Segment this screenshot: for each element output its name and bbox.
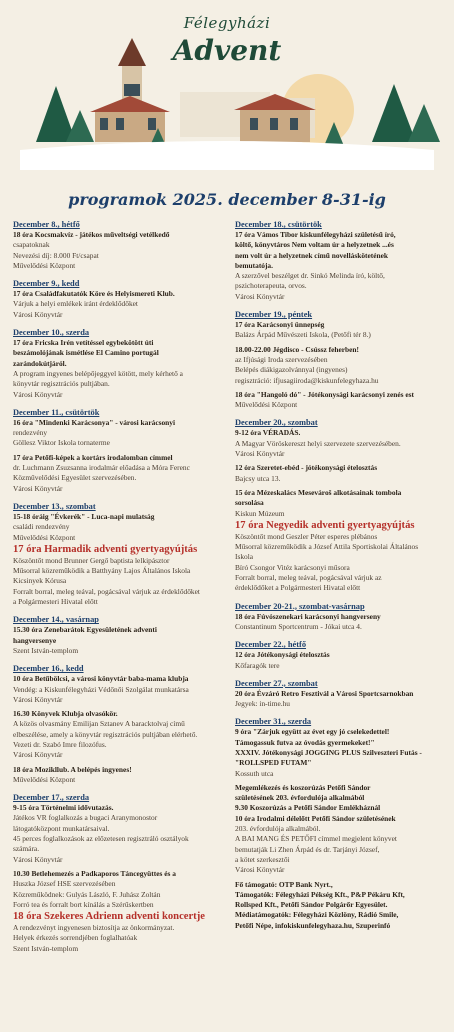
event-detail-line: bemutatják Li Zhen Árpád és dr. Tarjányi József, [235,844,380,854]
event-detail-line: Művelődési Központ [235,400,298,410]
event-detail-line: Várjuk a helyi emlékek iránt érdeklődőket [13,299,138,309]
event-title-line: 18.00-22.00 Jégdisco - Csússz feherben! [235,344,359,354]
event-title-line: 9 óra "Zárjuk együtt az évet egy jó cselekedettel! [235,727,390,737]
event-title-line: 12 óra Jótékonysági ételosztás [235,650,330,660]
event-detail-line: Városi Könyvtár [13,309,63,319]
event-title-line: 12 óra Szeretet-ebéd - jótékonysági ételosztás [235,463,378,473]
event-detail-line: Nevezési díj: 8.000 Ft/csapat [13,250,99,260]
event-detail-line: Kiskun Múzeum [235,508,285,518]
highlight-event-line: 17 óra Harmadik adventi gyertyagyújtás [13,543,198,555]
event-title-line: 18 óra Kocsmakvíz - játékos műveltségi vetélkedő [13,230,170,239]
event-detail-line: számára. [13,844,40,854]
event-date-heading: December 20., szombat [235,418,318,428]
title-small: Félegyházi [183,14,271,32]
event-title-line: Fő támogató: OTP Bank Nyrt., [235,879,333,889]
event-date-heading: December 22., hétfő [235,640,307,650]
event-block [235,309,447,410]
event-date-heading: December 11., csütörtök [13,407,100,417]
event-date-heading: December 27., szombat [235,678,318,688]
event-detail-line: Közreműködnek: Gulyás László, F. Juhász Zoltán [13,889,161,899]
event-title-line: sorsolása [235,498,264,508]
event-date-heading: December 17., szerda [13,793,90,803]
event-detail-line: Műsorral közreműködik a Batthyány Lajos Általános Iskola [13,566,191,576]
event-title-line: nem volt úr a helyzetnek című novelláskötetének [235,250,389,260]
event-date-heading: December 18., csütörtök [235,220,322,229]
page-subtitle: programok 2025. december 8-31-ig [68,190,386,209]
header-illustration [0,0,454,180]
event-detail-line: Városi Könyvtár [13,694,63,704]
event-block [13,501,225,607]
event-date-heading: December 14., vasárnap [13,615,99,625]
event-block [235,716,447,931]
event-detail-line: Helyek érkezés sorrendjében foglalhatóak [13,933,138,943]
event-title-line: költő, könyvtáros Nem voltam úr a helyzetnek ...és [235,240,394,250]
event-detail-line: Kőfaragók tere [235,660,280,670]
event-title-line: 18 óra Mozikllub. A belépés ingyenes! [13,764,132,774]
event-detail-line: Forralt borral, meleg teával, pogácsával várjuk az [235,573,382,583]
event-detail-line: A BAI MANG ÉS PETŐFI címmel megjelent könyvet [235,834,397,844]
event-block [13,663,225,785]
event-block [235,417,447,593]
event-title-line: XXXIV. Jótékonysági JOGGING PLUS Szilveszteri Futás - [235,747,422,757]
event-title-line: Támogassuk futva az óvodás gyermekeket!" [235,737,375,747]
event-title-line: 15 óra Mézeskalács Mesevároš alkotásainak tombola [235,487,402,497]
event-date-heading: December 8., hétfő [13,220,80,229]
event-block [13,278,225,320]
event-title-line: hangversenye [13,635,57,645]
event-detail-line: Művelődési Központ [13,532,76,542]
event-date-heading: December 13., szombat [13,501,96,511]
event-block [13,614,225,656]
event-title-line: 18 óra "Hangoló dó" - Jótékonysági karácsonyi zenés est [235,389,415,399]
event-block [13,407,225,494]
event-detail-line: az Ifjúsági Iroda szervezésében [235,354,328,364]
event-title-line: 9-12 óra VÉRADÁS. [235,428,301,438]
event-detail-line: Forralt borral, meleg teával, pogácsával várjuk az érdeklődőket [13,586,200,596]
event-detail-line: Művelődési Központ [13,260,76,270]
event-title-line: Médiatámogatók: Félegyházi Közlöny, Rádió Smile, [235,910,399,920]
event-title-line: 9.30 Koszorúzás a Petőfi Sándor Emlékháznál [235,803,381,813]
event-title-line: bemutatója. [235,260,273,270]
event-detail-line: A szerzővel beszélget dr. Sinkó Melinda író, költő, [235,271,385,281]
event-detail-line: látogatóközpont munkatársaival. [13,823,110,833]
event-detail-line: a Polgármesteri Hivatal előtt [13,597,98,607]
event-title-line: Rollsped Kft., Petőfi Sándor Polgárőr Egyesület. [235,900,388,910]
event-detail-line: pszichoterapeuta, orvos. [235,281,307,291]
event-detail-line: Göllesz Viktor Iskola tornaterme [13,438,110,448]
event-title-line: Támogatók: Félegyházi Pékség Kft., P&P Pékáru Kft, [235,889,405,899]
event-detail-line: rendezvény [13,428,48,438]
event-detail-line: Játékos VR foglalkozás a bugaci Aranymonostor [13,813,158,823]
event-detail-line: Művelődési Központ [13,774,76,784]
highlight-event-line: 18 óra Szekeres Adrienn adventi koncertje [13,911,205,923]
event-detail-line: 203. évfordulója alkalmából. [235,824,321,834]
event-title-line: 16.30 Könyvek Klubja olvasókör. [13,709,118,719]
event-date-heading: December 31., szerda [235,717,312,727]
event-detail-line: Városi Könyvtár [235,449,285,459]
event-title-line: születésének 203. évfordulója alkalmából [235,793,365,803]
event-detail-line: könyvtár regisztrációs pultjában. [13,379,110,389]
event-title-line: "ROLLSPED FUTAM" [235,758,312,768]
event-detail-line: családi rendezvény [13,522,70,532]
event-detail-line: Köszöntőt mond Geszler Péter esperes plébános [235,531,378,541]
event-detail-line: elbeszélése, amely a könyvtár regisztrációs pultjában elérhető. [13,729,198,739]
event-detail-line: A rendezvényt ingyenesen biztosítja az önkormányzat. [13,923,175,933]
right-column [235,219,447,938]
event-title-line: 9-15 óra Történelmi idővutazás. [13,803,114,813]
event-title-line: Petőfi Népe, infokiskunfelegyhaza.hu, Szuperinfó [235,920,391,930]
event-detail-line: Városi Könyvtár [13,389,63,399]
event-title-line: 17 óra Vámos Tibor kiskunfélegyházi születésű író, [235,230,396,239]
event-detail-line: Vezeti dr. Szabó Imre filozófus. [13,739,107,749]
highlight-event-line: 17 óra Negyedik adventi gyertyagyújtás [235,519,415,531]
event-block [235,601,447,633]
event-detail-line: Szent István-templom [13,645,79,655]
event-title-line: 17 óra Karácsonyi ünnepség [235,320,325,330]
event-title-line: 10 óra Irodalmi délelőtt Petőfi Sándor születésének [235,813,396,823]
event-title-line: 17 óra Családfakutatók Köre és Helyismereti Klub. [13,289,175,299]
event-detail-line: dr. Luchmann Zsuzsanna irodalmár előadása a Móra Ferenc [13,463,190,473]
event-date-heading: December 9., kedd [13,279,80,289]
event-block [235,678,447,710]
event-detail-line: 45 perces foglalkozások az előzetesen regisztráló osztályok [13,834,189,844]
event-title-line: 17 óra Fricska Irén vetítéssel egybekötött úti [13,338,154,348]
event-title-line: beszámolójának ismétlése El Camino portugál [13,348,159,358]
event-detail-line: Iskola [235,552,254,562]
event-detail-line: Bíró Csongor Vitéz karácsonyi műsora [235,562,350,572]
event-date-heading: December 10., szerda [13,328,90,338]
event-block [13,219,225,271]
event-title-line: 15-18 óráig "Évkerék" - Luca-napi mulatság [13,511,155,521]
event-date-heading: December 19., péntek [235,310,313,320]
event-detail-line: Constantinum Sportcentrum - Jókai utca 4. [235,621,362,631]
event-title-line: 16 óra "Mindenki Karácsonya" - városi karácsonyi [13,417,176,427]
event-detail-line: Műsorral közreműködik a József Attila Sportiskolai Általános [235,542,419,552]
event-title-line: 10 óra Betűbölcsi, a városi könyvtár baba-mama klubja [13,674,189,684]
event-detail-line: Kossuth utca [235,768,274,778]
event-detail-line: Bajcsy utca 13. [235,473,281,483]
event-detail-line: Városi Könyvtár [13,750,63,760]
event-block [235,639,447,671]
event-detail-line: A program ingyenes belépőjeggyel kötött, mely kérhető a [13,368,183,378]
event-detail-line: Városi Könyvtár [235,865,285,875]
event-detail-line: Forró tea és forralt bort kínálás a Szérűskertben [13,899,154,909]
event-title-line: 18 óra Fúvószenekari karácsonyi hangverseny [235,611,381,621]
event-date-heading: December 16., kedd [13,664,84,674]
event-detail-line: A közös olvasmány Emilijan Sztanev A baracktolvaj című [13,719,185,729]
event-detail-line: Kicsinyek Kórusa [13,576,67,586]
event-detail-line: Balázs Árpád Művészeti Iskola, (Petőfi tér 8.) [235,330,371,340]
event-block [13,792,225,954]
event-detail-line: Városi Könyvtár [13,854,63,864]
event-detail-line: Közművelődési Egyesület szervezésében. [13,473,137,483]
event-title-line: 20 óra Évzáró Retro Fesztivál a Városi Sportcsarnokban [235,688,414,698]
event-detail-line: Jegyek: in-time.hu [235,699,291,709]
event-title-line: Megemlékezés és koszorúzás Petőfi Sándor [235,782,371,792]
event-title-line: 17 óra Petőfi-képek a kortárs irodalomban címmel [13,452,173,462]
event-detail-line: Városi Könyvtár [13,483,63,493]
event-detail-line: érdeklődőket a Polgármesteri Hivatal előtt [235,583,361,593]
event-detail-line: a kötet szerkesztői [235,854,290,864]
event-title-line: 15.30 óra Zenebarátok Egyesületének adventi [13,625,157,635]
event-detail-line: Köszöntőt mond Brunner Gergő baptista lelkipásztor [13,555,170,565]
event-detail-line: regisztráció: ifjusagiiroda@kiskunfelegyhaza.hu [235,375,379,385]
event-block [13,327,225,400]
title-big: Advent [172,34,282,67]
left-column [13,219,225,961]
event-title-line: zarándokútjáról. [13,358,67,368]
event-detail-line: Huszka József HSE szervezésében [13,879,116,889]
event-block [235,219,447,302]
event-detail-line: A Magyar Vöröskereszt helyi szervezete szervezésében. [235,438,401,448]
event-detail-line: Vendég: a Kiskunfélegyházi Védőnői Szolgálat munkatársa [13,684,189,694]
event-title-line: 10.30 Betlehemezés a Padkaporos Táncegyüttes és a [13,868,176,878]
event-date-heading: December 20-21., szombat-vasárnap [235,601,365,611]
event-detail-line: Városi Könyvtár [235,291,285,301]
event-detail-line: Belépés diákigazolvánnyal (ingyenes) [235,365,348,375]
event-detail-line: Szent István-templom [13,943,79,953]
event-detail-line: csapatoknak [13,240,50,250]
